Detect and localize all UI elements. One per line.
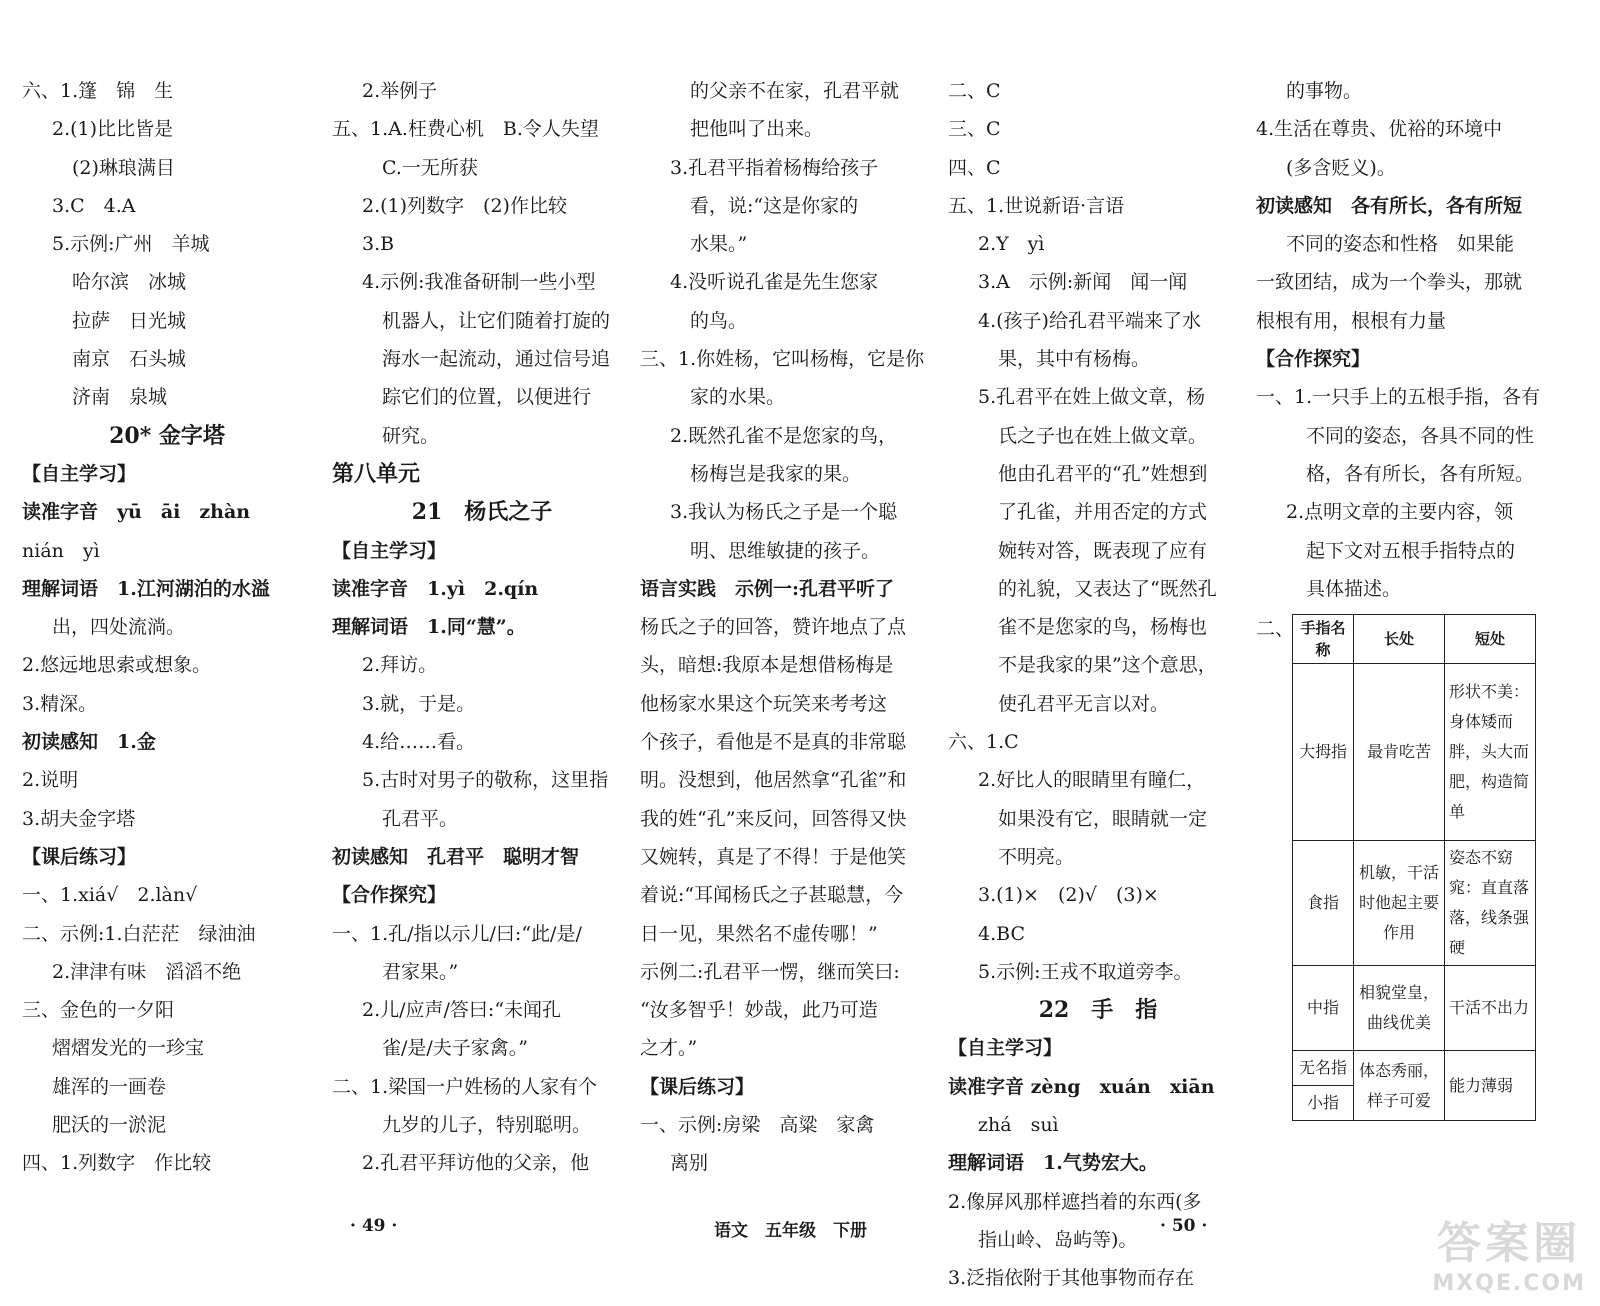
text-line: 2.悠远地思索或想象。 (22, 654, 212, 677)
text-line: 熠熠发光的一珍宝 (52, 1037, 205, 1060)
text-line: 南京 石头城 (72, 348, 187, 371)
text-line: 具体描述。 (1306, 577, 1402, 600)
text-line: 四、C (948, 156, 1001, 179)
text-line: 【自主学习】 (332, 539, 447, 562)
text-line: 【合作探究】 (1256, 348, 1371, 371)
text-line: 机器人，让它们随着打旋的 (382, 309, 611, 332)
lesson-title: 20* 金字塔 (109, 422, 225, 449)
text-line: 不是我家的果”这个意思， (998, 654, 1217, 677)
finger-name: 大拇指 (1293, 664, 1354, 841)
text-line: 3.精深。 (22, 692, 98, 715)
lesson-title: 22 手 指 (1038, 997, 1158, 1024)
text-line: (多含贬义)。 (1286, 156, 1396, 179)
text-line: 格，各有所长，各有所短。 (1306, 462, 1535, 485)
text-line: 读准字音 zèng xuán xiān (948, 1075, 1215, 1098)
text-line: C.一无所获 (382, 156, 478, 179)
text-line: 杨梅岂是我家的果。 (690, 462, 862, 485)
finger-name: 食指 (1293, 841, 1354, 966)
text-line: 2.点明文章的主要内容，领 (1286, 501, 1514, 524)
text-line: 2.举例子 (362, 80, 438, 102)
text-line: 拉萨 日光城 (72, 309, 187, 332)
text-line: 五、1.A.枉费心机 B.令人失望 (332, 118, 599, 141)
finger-strength: 机敏，干活时他起主要作用 (1354, 841, 1445, 966)
text-line: 2.好比人的眼睛里有瞳仁， (978, 769, 1206, 792)
text-line: 起下文对五根手指特点的 (1306, 539, 1516, 562)
text-line: 2.既然孔雀不是您家的鸟， (670, 424, 898, 447)
finger-name: 无名指 (1293, 1051, 1354, 1086)
page-number-left: · 49 · (350, 1216, 398, 1236)
text-line: 家的水果。 (690, 386, 786, 409)
table-row (1293, 1051, 1536, 1086)
text-line: 3.孔君平指着杨梅给孩子 (670, 156, 879, 179)
text-line: 肥沃的一淤泥 (52, 1114, 167, 1137)
text-line: 不明亮。 (998, 845, 1075, 868)
text-line: 2.拜访。 (362, 654, 438, 677)
text-line: 了孔雀，并用否定的方式 (998, 501, 1208, 524)
text-line: 二、1.梁国一户姓杨的人家有个 (332, 1075, 598, 1098)
text-line: 个孩子，看他是不是真的非常聪 (640, 731, 907, 754)
text-line: 雀不是您家的鸟，杨梅也 (998, 616, 1208, 639)
lesson-title: 21 杨氏之子 (411, 499, 553, 526)
text-line: 初读感知 孔君平 聪明才智 (332, 845, 580, 868)
text-line: 四、1.列数字 作比较 (22, 1152, 212, 1175)
text-line: 一、1.一只手上的五根手指，各有 (1256, 386, 1541, 409)
text-line: 着说:“耳闻杨氏之子甚聪慧，今 (640, 884, 904, 907)
text-line: (2)琳琅满目 (72, 156, 175, 179)
table-row (1293, 966, 1536, 1051)
text-line: 【合作探究】 (332, 884, 447, 907)
table-label: 二、 (1256, 618, 1295, 641)
text-line: 头，暗想:我原本是想借杨梅是 (640, 654, 894, 677)
text-line: 【课后练习】 (22, 845, 137, 868)
finger-weakness: 姿态不窈窕：直直落落，线条强硬 (1445, 841, 1536, 966)
text-line: 离别 (670, 1152, 709, 1175)
unit-title: 第八单元 (332, 460, 421, 487)
text-line: 我的姓“孔”来反问，回答得又快 (640, 807, 907, 830)
text-line: 的礼貌，又表达了“既然孔 (998, 577, 1217, 600)
text-line: 5.古时对男子的敬称，这里指 (362, 769, 609, 792)
column-1 (22, 72, 312, 1183)
text-line: 4.给……看。 (362, 731, 476, 754)
book-info: 语文 五年级 下册 (714, 1221, 867, 1241)
text-line: 三、金色的一夕阳 (22, 999, 175, 1022)
text-line: 济南 泉城 (72, 386, 168, 409)
text-line: 明、思维敏捷的孩子。 (690, 539, 881, 562)
table-row (1293, 841, 1536, 966)
text-line: 2.津津有味 滔滔不绝 (52, 960, 242, 983)
text-line: 理解词语 1.气势宏大。 (948, 1152, 1158, 1175)
finger-table-section (1256, 608, 1586, 1121)
text-line: 一致团结，成为一个拳头，那就 (1256, 271, 1523, 294)
text-line: 杨氏之子的回答，赞许地点了点 (640, 616, 907, 639)
text-line: 2.Y yì (978, 233, 1045, 256)
text-line: 如果没有它，眼睛就一定 (998, 807, 1208, 830)
text-line: 5.示例:王戎不取道旁李。 (978, 960, 1193, 983)
text-line: 把他叫了出来。 (690, 118, 824, 141)
text-line: 理解词语 1.同“慧”。 (332, 616, 526, 639)
text-line: 初读感知 1.金 (22, 731, 156, 754)
text-line: 他由孔君平的“孔”姓想到 (998, 462, 1208, 485)
text-line: 果，其中有杨梅。 (998, 348, 1151, 371)
finger-name: 中指 (1293, 966, 1354, 1051)
text-line: 2.像屏风那样遮挡着的东西(多 (948, 1190, 1202, 1213)
text-line: 婉转对答，既表现了应有 (998, 539, 1208, 562)
text-line: “汝多智乎！妙哉，此乃可造 (640, 999, 878, 1022)
text-line: 4.示例:我准备研制一些小型 (362, 271, 596, 294)
text-line: 看，说:“这是你家的 (690, 194, 859, 217)
watermark-logo: 答案圈 (1437, 1218, 1582, 1269)
column-3 (640, 72, 930, 1183)
table-row (1293, 664, 1536, 841)
text-line: 他杨家水果这个玩笑来考考这 (640, 692, 888, 715)
text-line: 研究。 (382, 424, 440, 447)
text-line: 5.孔君平在姓上做文章，杨 (978, 386, 1206, 409)
text-line: 哈尔滨 冰城 (72, 271, 187, 294)
text-line: 4.没听说孔雀是先生您家 (670, 271, 879, 294)
text-line: 孔君平。 (382, 807, 459, 830)
text-line: 六、1.篷 锦 生 (22, 80, 174, 102)
text-line: 一、1.孔/指以示儿/曰:“此/是/ (332, 922, 582, 945)
text-line: 理解词语 1.江河湖泊的水溢 (22, 577, 270, 600)
text-line: 二、示例:1.白茫茫 绿油油 (22, 922, 256, 945)
finger-strength: 体态秀丽，样子可爱 (1354, 1051, 1445, 1121)
watermark-url: MXQE.COM (1432, 1271, 1586, 1296)
text-line: 3.B (362, 233, 395, 256)
finger-weakness: 干活不出力 (1445, 966, 1536, 1051)
text-line: 九岁的儿子，特别聪明。 (382, 1114, 592, 1137)
text-line: 雄浑的一画卷 (52, 1075, 167, 1098)
text-line: 3.我认为杨氏之子是一个聪 (670, 501, 898, 524)
text-line: 2.(1)比比皆是 (52, 118, 174, 141)
text-line: 语言实践 示例一:孔君平听了 (640, 577, 895, 600)
text-line: 2.儿/应声/答曰:“未闻孔 (362, 999, 562, 1022)
text-line: 踪它们的位置，以便进行 (382, 386, 592, 409)
text-line: 雀/是/夫子家禽。” (382, 1037, 529, 1060)
text-line: 根根有用，根根有力量 (1256, 309, 1447, 332)
text-line: 三、C (948, 118, 1001, 141)
watermark (1432, 1207, 1586, 1296)
header-weakness: 短处 (1445, 615, 1536, 664)
text-line: 不同的姿态和性格 如果能 (1286, 233, 1515, 256)
text-line: 明。没想到，他居然拿“孔雀”和 (640, 769, 907, 792)
text-line: zhá suì (978, 1114, 1059, 1137)
text-line: 水果。” (690, 233, 748, 256)
text-line: 君家果。” (382, 960, 459, 983)
text-line: 3.泛指依附于其他事物而存在 (948, 1267, 1195, 1290)
text-line: 三、1.你姓杨，它叫杨梅，它是你 (640, 348, 925, 371)
text-line: 示例二:孔君平一愣，继而笑曰: (640, 960, 900, 983)
text-line: 2.(1)列数字 (2)作比较 (362, 194, 567, 217)
text-line: 五、1.世说新语·言语 (948, 194, 1125, 217)
text-line: 【自主学习】 (22, 462, 137, 485)
text-line: 一、1.xiá√ 2.làn√ (22, 884, 198, 907)
text-line: 4.BC (978, 922, 1025, 945)
column-4 (948, 72, 1248, 1298)
text-line: 日一见，果然名不虚传哪！” (640, 922, 878, 945)
finger-strength: 相貌堂皇，曲线优美 (1354, 966, 1445, 1051)
text-line: 海水一起流动，通过信号追 (382, 348, 611, 371)
text-line: 4.生活在尊贵、优裕的环境中 (1256, 118, 1503, 141)
text-line: 初读感知 各有所长，各有所短 (1256, 194, 1523, 217)
finger-weakness: 能力薄弱 (1445, 1051, 1536, 1121)
text-line: 3.C 4.A (52, 194, 136, 217)
finger-name: 小指 (1293, 1086, 1354, 1121)
text-line: 读准字音 yū āi zhàn (22, 501, 251, 524)
text-line: 【自主学习】 (948, 1037, 1063, 1060)
text-line: nián yì (22, 539, 100, 562)
text-line: 3.(1)× (2)√ (3)× (978, 884, 1159, 907)
text-line: 使孔君平无言以对。 (998, 692, 1170, 715)
text-line: 3.胡夫金字塔 (22, 807, 136, 830)
header-strength: 长处 (1354, 615, 1445, 664)
text-line: 一、示例:房梁 高粱 家禽 (640, 1114, 875, 1137)
column-5 (1256, 72, 1586, 1121)
text-line: 的事物。 (1286, 80, 1363, 102)
text-line: 4.(孩子)给孔君平端来了水 (978, 309, 1201, 332)
text-line: 【课后练习】 (640, 1075, 755, 1098)
text-line: 5.示例:广州 羊城 (52, 233, 210, 256)
text-line: 的鸟。 (690, 309, 748, 332)
text-line: 出，四处流淌。 (52, 616, 186, 639)
text-line: 不同的姿态，各具不同的性 (1306, 424, 1535, 447)
text-line: 2.孔君平拜访他的父亲，他 (362, 1152, 590, 1175)
column-2 (332, 72, 632, 1183)
text-line: 六、1.C (948, 731, 1019, 754)
text-line: 氏之子也在姓上做文章。 (998, 424, 1208, 447)
text-line: 读准字音 1.yì 2.qín (332, 577, 539, 600)
text-line: 之才。” (640, 1037, 698, 1060)
page-number-right: · 50 · (1160, 1216, 1208, 1236)
finger-strength: 最肯吃苦 (1354, 664, 1445, 841)
header-finger-name: 手指名称 (1293, 615, 1354, 664)
text-line: 3.就，于是。 (362, 692, 476, 715)
text-line: 的父亲不在家，孔君平就 (690, 80, 900, 102)
text-line: 二、C (948, 80, 1001, 102)
finger-table (1292, 614, 1536, 1121)
text-line: 3.A 示例:新闻 闻一闻 (978, 271, 1188, 294)
text-line: 指山岭、岛屿等)。 (978, 1228, 1138, 1251)
finger-weakness: 形状不美：身体矮而胖，头大而肥，构造简单 (1445, 664, 1536, 841)
text-line: 又婉转，真是了不得！于是他笑 (640, 845, 907, 868)
text-line: 2.说明 (22, 769, 79, 792)
